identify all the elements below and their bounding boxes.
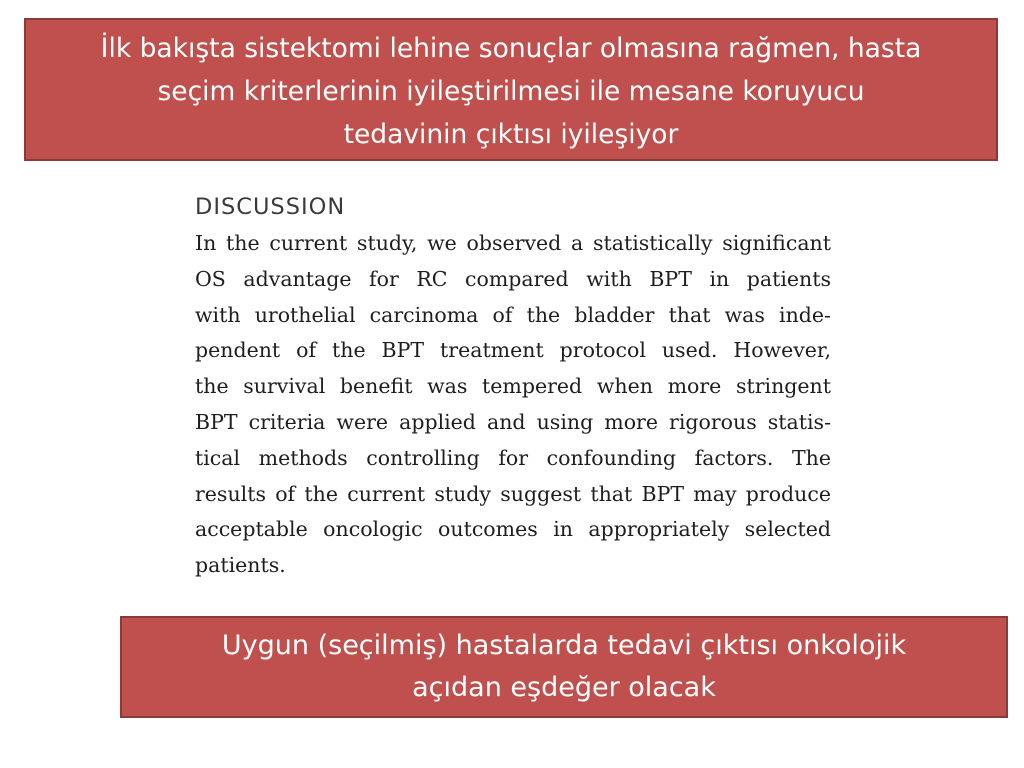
discussion-heading: DISCUSSION [195, 194, 346, 220]
discussion-line-3: with urothelial carcinoma of the bladder that was inde- [195, 302, 831, 327]
discussion-line-8: results of the current study suggest that BPT may produce [195, 481, 831, 506]
discussion-line-10: patients. [195, 553, 286, 578]
discussion-line-2: OS advantage for RC compared with BPT in patients [195, 266, 831, 291]
discussion-excerpt [195, 192, 831, 584]
discussion-line-9: acceptable oncologic outcomes in appropriately selected [195, 517, 831, 542]
bottom-conclusion-box [120, 616, 1008, 718]
discussion-line-1: In the current study, we observed a statistically significant [195, 231, 831, 255]
top-summary-line-1: İlk bakışta sistektomi lehine sonuçlar olmasına rağmen, hasta [100, 33, 922, 64]
top-summary-box [24, 18, 998, 161]
discussion-line-7: tical methods controlling for confounding factors. The [195, 445, 831, 470]
discussion-paragraph [195, 226, 831, 584]
top-summary-line-3: tedavinin çıktısı iyileşiyor [343, 119, 679, 150]
bottom-conclusion-line-2: açıdan eşdeğer olacak [412, 672, 716, 703]
discussion-line-4: pendent of the BPT treatment protocol used. However, [195, 338, 831, 363]
top-summary-line-2: seçim kriterlerinin iyileştirilmesi ile mesane koruyucu [157, 76, 865, 107]
bottom-conclusion-line-1: Uygun (seçilmiş) hastalarda tedavi çıktısı onkolojik [221, 630, 907, 661]
discussion-line-6: BPT criteria were applied and using more rigorous statis- [195, 409, 831, 434]
discussion-line-5: the survival benefit was tempered when more stringent [195, 374, 831, 399]
